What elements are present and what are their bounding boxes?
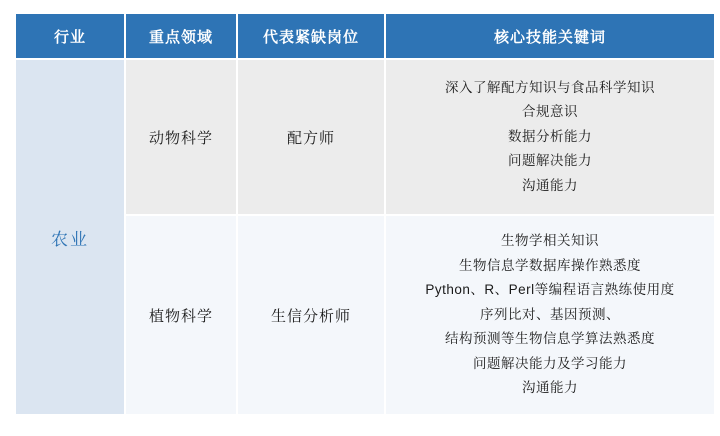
- skill-item: 深入了解配方知识与食品科学知识: [445, 79, 655, 95]
- skill-item: 问题解决能力: [508, 153, 592, 169]
- skills-list: [386, 221, 714, 409]
- skills-cell: [385, 215, 715, 415]
- skills-list: [386, 68, 714, 207]
- skill-item: 问题解决能力及学习能力: [473, 355, 627, 371]
- skills-cell: [385, 59, 715, 215]
- skill-item: 沟通能力: [522, 177, 578, 193]
- skill-item: 合规意识: [522, 104, 578, 120]
- table-row: [15, 59, 715, 215]
- industry-cell: 农业: [15, 59, 125, 415]
- skill-item: 生物信息学数据库操作熟悉度: [459, 257, 641, 273]
- skill-item: 沟通能力: [522, 380, 578, 396]
- header-industry: 行业: [15, 13, 125, 59]
- skill-item: 序列比对、基因预测、: [480, 306, 620, 322]
- job-cell: 生信分析师: [237, 215, 385, 415]
- header-row: [15, 13, 715, 59]
- header-field: 重点领域: [125, 13, 237, 59]
- field-cell: 植物科学: [125, 215, 237, 415]
- skill-item: 数据分析能力: [508, 128, 592, 144]
- table-body: [15, 59, 715, 415]
- skill-item: Python、R、Perl等编程语言熟练使用度: [425, 282, 675, 298]
- table-header: [15, 13, 715, 59]
- field-cell: 动物科学: [125, 59, 237, 215]
- header-skills: 核心技能关键词: [385, 13, 715, 59]
- skills-table: [14, 12, 716, 416]
- skill-item: 结构预测等生物信息学算法熟悉度: [445, 331, 655, 347]
- header-job: 代表紧缺岗位: [237, 13, 385, 59]
- skill-item: 生物学相关知识: [501, 233, 599, 249]
- job-cell: 配方师: [237, 59, 385, 215]
